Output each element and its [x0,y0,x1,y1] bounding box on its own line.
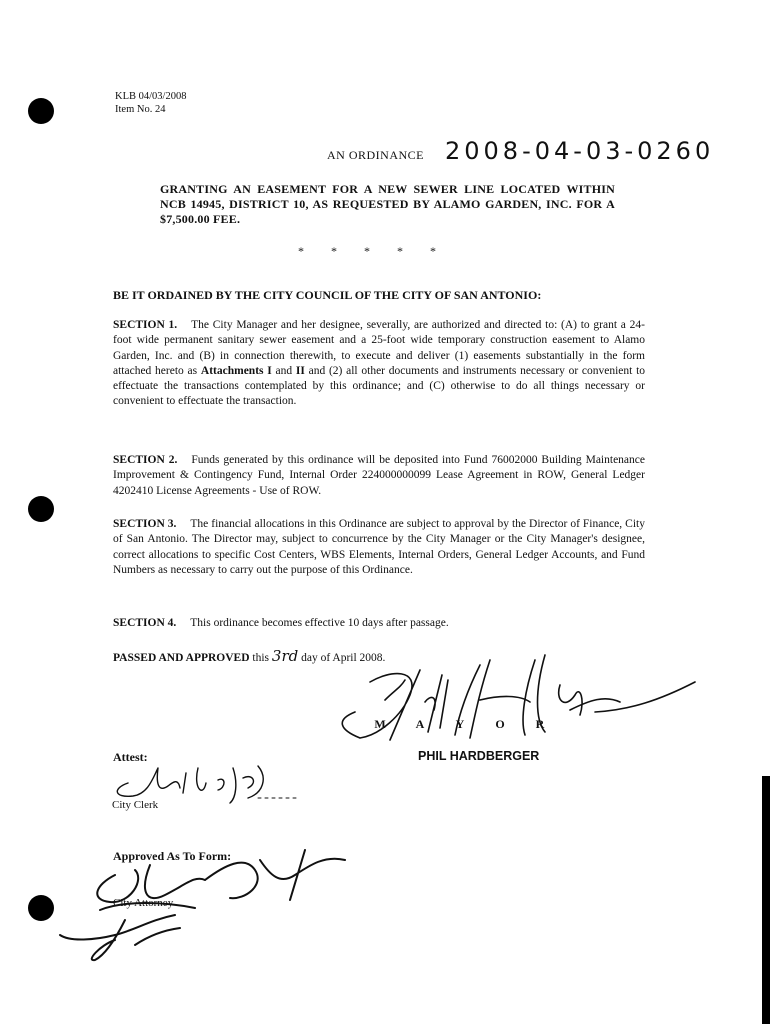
approved-as-to-form-label: Approved As To Form: [113,849,232,863]
scan-edge-bar [762,776,770,1024]
mayor-letter-r: R [535,717,545,731]
mayor-letter-y: Y [455,717,465,731]
section-4 [113,616,645,631]
section-1-text-mid: and [275,364,293,377]
punch-hole-top [28,98,54,124]
section-2-label: SECTION 2. [113,454,178,466]
section-1-text-before: The City Manager and her designee, severally, are authorized and directed to: (A) to grant a 24-foot wide permanent sanitary sewer easement and a 25-foot wide temporary construction easement to Alamo Garden, Inc. and (B) in connection therewith, to execute and deliver (1) easements substantially in the form attached hereto as [113,319,645,377]
section-3 [113,517,645,578]
passed-day-rest: day of April 2008. [301,652,386,664]
mayor-name: PHIL HARDBERGER [418,749,540,763]
mayor-signature-line-letters [360,717,560,732]
punch-hole-bottom [28,895,54,921]
mayor-letter-a: A [415,717,425,731]
passed-label: PASSED AND APPROVED [113,652,250,664]
section-1-emphasis-2: II [295,364,305,377]
section-1-emphasis: Attachments I [200,364,272,377]
passed-this: this [252,652,270,664]
city-clerk-role: City Clerk [112,799,159,811]
ordinance-title: GRANTING AN EASEMENT FOR A NEW SEWER LINE LOCATED WITHIN NCB 14945, DISTRICT 10, AS REQUESTED BY ALAMO GARDEN, INC. FOR A $7,500.00 FEE. [160,182,615,226]
attest-label: Attest: [113,750,148,764]
mayor-letter-o: O [495,717,505,731]
ordinance-label: AN ORDINANCE [327,148,424,162]
ordinance-number: 2008-04-03-0260 [445,137,715,165]
mayor-signature [330,640,700,750]
section-2 [113,453,645,499]
section-4-label: SECTION 4. [113,617,177,629]
city-attorney-role: City Attorney [113,897,174,909]
header-date-line: KLB 04/03/2008 [115,91,187,102]
section-1-label: SECTION 1. [113,319,178,331]
header-item-number: Item No. 24 [115,104,166,115]
punch-hole-middle [28,496,54,522]
mayor-letter-m: M [374,717,386,731]
section-1 [113,318,645,410]
city-attorney-signature [55,830,365,970]
enacting-clause: BE IT ORDAINED BY THE CITY COUNCIL OF THE CITY OF SAN ANTONIO: [113,288,542,302]
section-3-label: SECTION 3. [113,518,177,530]
section-3-text: The financial allocations in this Ordinance are subject to approval by the Director of Finance, City of San Antonio. The Director may, subject to concurrence by the City Manager or the City Manager's designee, correct allocations to specific Cost Centers, WBS Elements, Internal Orders, General Ledger Accounts, and Fund Numbers as necessary to carry out the purpose of this Ordinance. [113,518,645,576]
passed-day-handwritten: 3rd [271,647,299,665]
section-1-text-after: and (2) all other documents and instruments necessary or convenient to effectuate the transactions contemplated by this ordinance; and (C) otherwise to do all things necessary or convenient to effectuate the transaction. [113,364,646,408]
separator-stars: * * * * * [298,244,448,258]
section-4-text: This ordinance becomes effective 10 days after passage. [190,617,449,629]
section-2-text: Funds generated by this ordinance will be deposited into Fund 76002000 Building Maintenance Improvement & Contingency Fund, Internal Order 224000000099 Lease Agreement in ROW, General Ledger 4202410 License Agreements - Use of ROW. [113,454,645,497]
